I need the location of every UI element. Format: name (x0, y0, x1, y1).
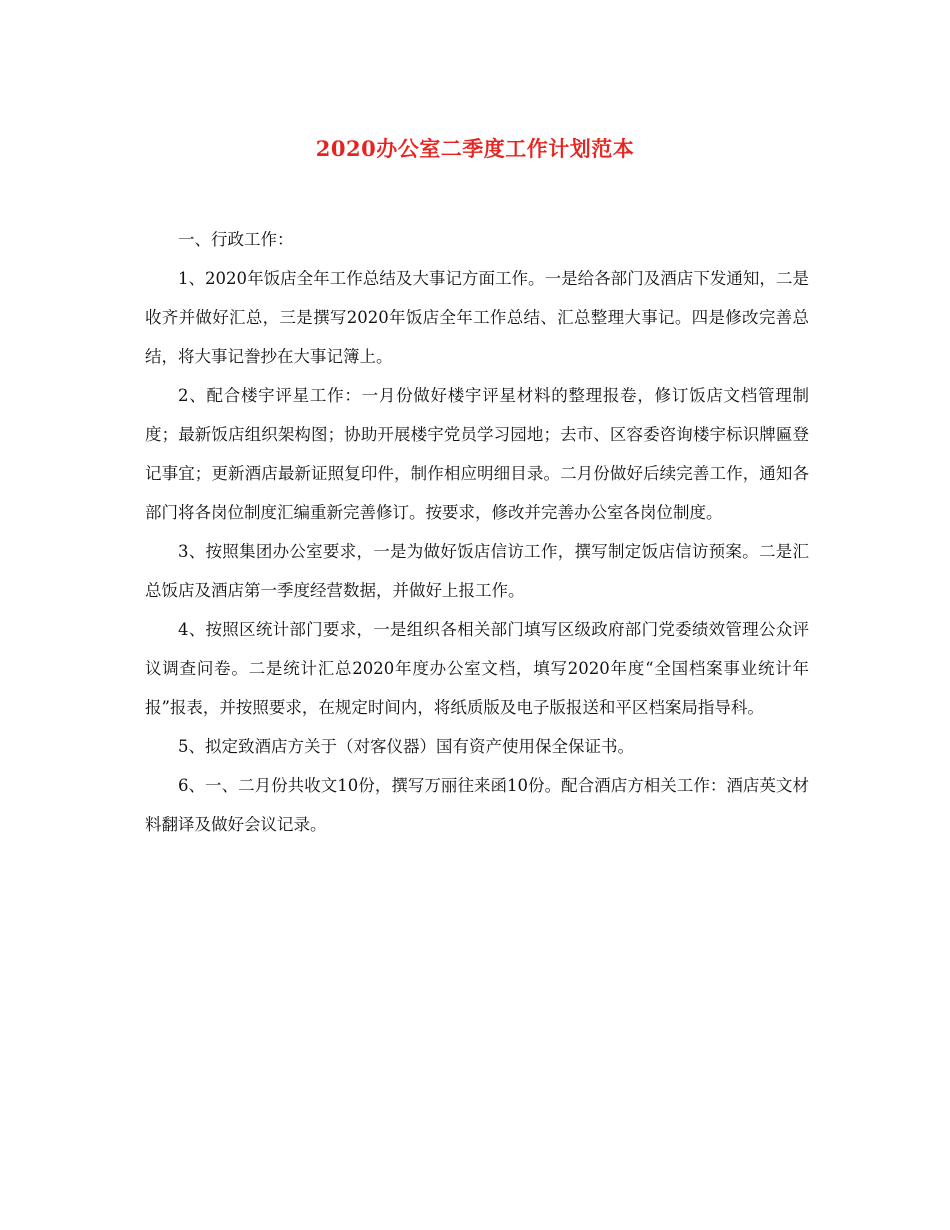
paragraph-item-4: 4、按照区统计部门要求，一是组织各相关部门填写区级政府部门党委绩效管理公众评议调查问卷。二是统计汇总2020年度办公室文档，填写2020年度“全国档案事业统计年报”报表，并按照要求，在规定时间内，将纸质版及电子版报送和平区档案局指导科。 (145, 620, 809, 717)
paragraph-item-3: 3、按照集团办公室要求，一是为做好饭店信访工作，撰写制定饭店信访预案。二是汇总饭店及酒店第一季度经营数据，并做好上报工作。 (145, 542, 809, 600)
paragraph-item-6: 6、一、二月份共收文10份，撰写万丽往来函10份。配合酒店方相关工作：酒店英文材料翻译及做好会议记录。 (145, 776, 809, 834)
section-heading-administrative: 一、行政工作： (178, 230, 294, 249)
paragraph-item-2: 2、配合楼宇评星工作：一月份做好楼宇评星材料的整理报卷，修订饭店文档管理制度；最新饭店组织架构图；协助开展楼宇党员学习园地；去市、区容委咨询楼宇标识牌匾登记事宜；更新酒店最新证照复印件，制作相应明细目录。二月份做好后续完善工作，通知各部门将各岗位制度汇编重新完善修订。按要求，修改并完善办公室各岗位制度。 (145, 386, 809, 522)
document-title: 2020办公室二季度工作计划范本 (315, 136, 635, 161)
document-body (145, 220, 809, 844)
paragraph-item-5: 5、拟定致酒店方关于（对客仪器）国有资产使用保全保证书。 (178, 737, 634, 756)
paragraph-item-1: 1、2020年饭店全年工作总结及大事记方面工作。一是给各部门及酒店下发通知，二是收齐并做好汇总，三是撰写2020年饭店全年工作总结、汇总整理大事记。四是修改完善总结，将大事记誊抄在大事记簿上。 (145, 269, 809, 366)
